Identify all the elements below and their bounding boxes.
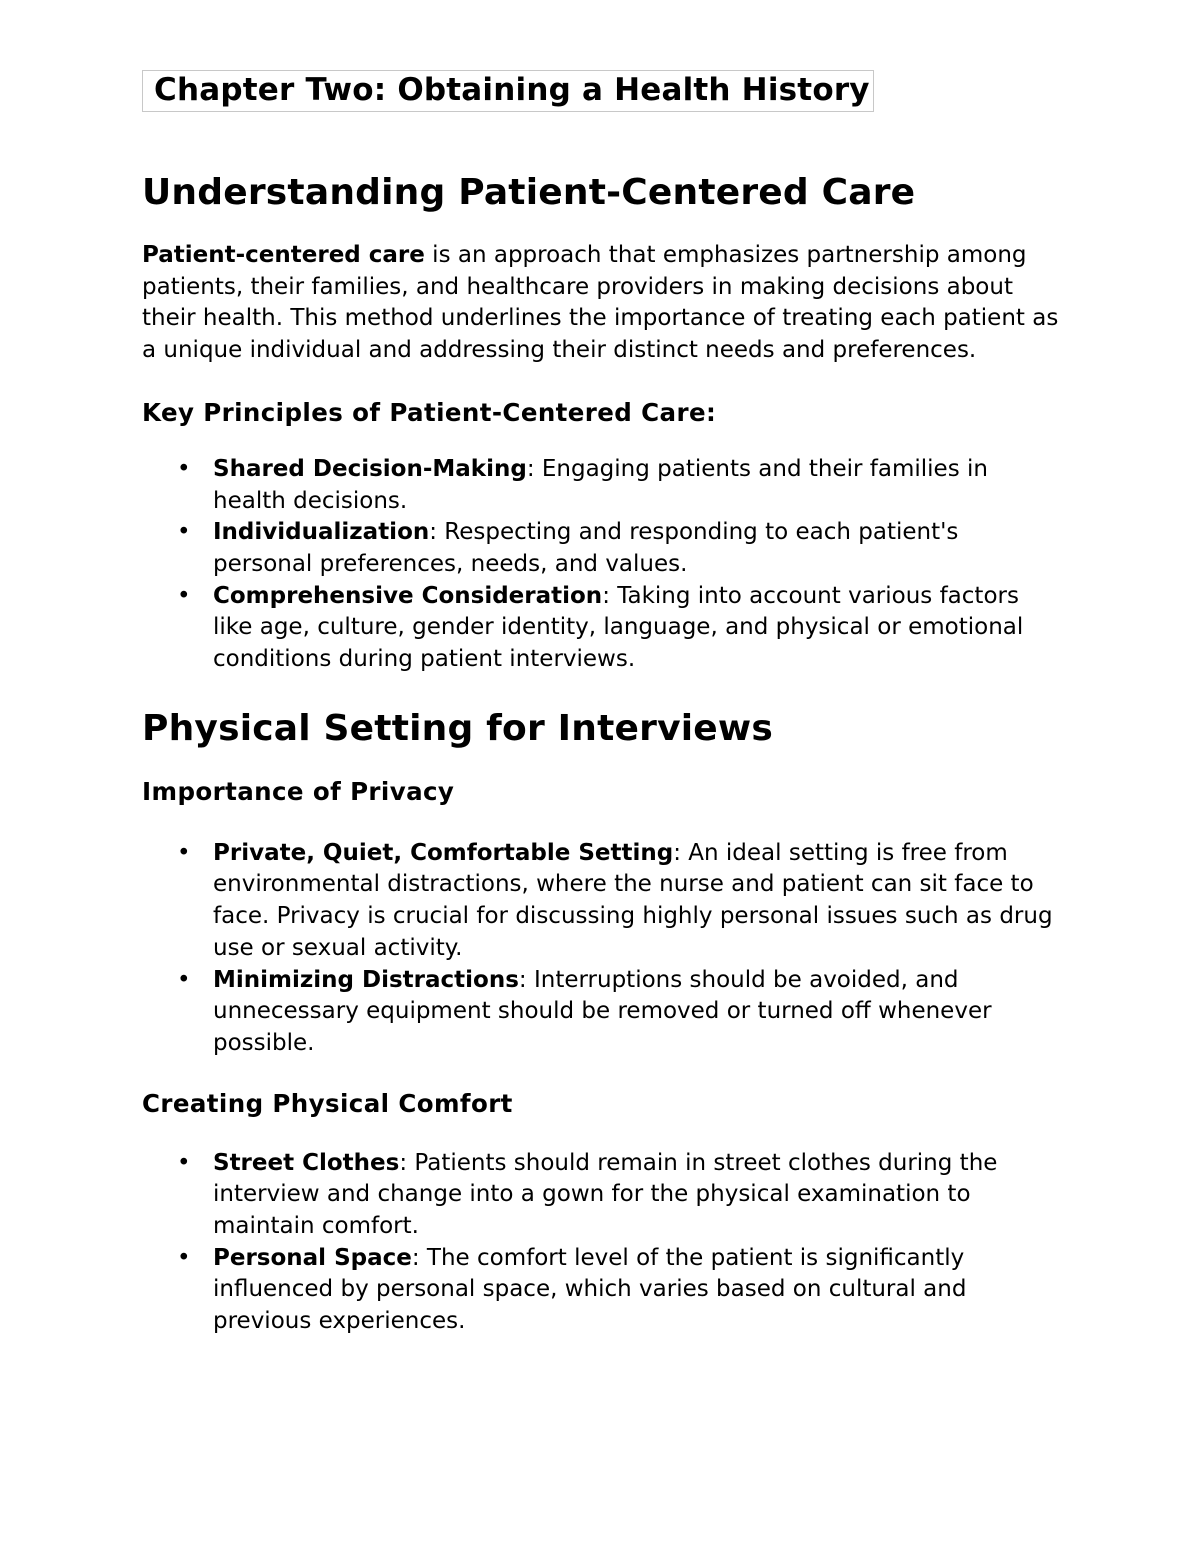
list-item	[142, 1148, 1062, 1243]
list-item	[142, 965, 1062, 1060]
key-principles-list	[142, 454, 1062, 676]
list-item-text: : Taking into account various factors like age, culture, gender identity, language, and physical or emotional conditions during patient interviews.	[213, 582, 1024, 673]
bullet-icon: •	[177, 1149, 191, 1176]
subheading-creating-physical-comfort: Creating Physical Comfort	[142, 1088, 513, 1118]
list-item-text: : Patients should remain in street clothes during the interview and change into a gown for the physical examination to maintain comfort.	[213, 1149, 998, 1240]
subheading-key-principles: Key Principles of Patient-Centered Care:	[142, 397, 717, 427]
bullet-icon: •	[177, 1244, 191, 1271]
list-item	[142, 517, 1062, 580]
list-item-term: Shared Decision-Making	[213, 455, 527, 482]
list-item-term: Street Clothes	[213, 1149, 400, 1176]
list-item-text: : The comfort level of the patient is significantly influenced by personal space, which varies based on cultural and previous experiences.	[213, 1244, 967, 1335]
bullet-icon: •	[177, 519, 191, 546]
chapter-title: Chapter Two: Obtaining a Health History	[142, 70, 874, 112]
list-item-text: : Interruptions should be avoided, and unnecessary equipment should be removed or turned off whenever possible.	[213, 966, 992, 1056]
list-item-term: Minimizing Distractions	[213, 966, 519, 993]
list-item-term: Private, Quiet, Comfortable Setting	[213, 839, 674, 866]
intro-paragraph	[142, 240, 1062, 367]
list-item-term: Personal Space	[213, 1244, 412, 1271]
list-item	[142, 838, 1062, 965]
subheading-importance-of-privacy: Importance of Privacy	[142, 776, 455, 806]
list-item-text: : Respecting and responding to each patient's personal preferences, needs, and values.	[213, 519, 959, 577]
list-item	[142, 581, 1062, 676]
section-heading-physical-setting: Physical Setting for Interviews	[142, 707, 773, 749]
list-item	[142, 454, 1062, 517]
comfort-list	[142, 1148, 1062, 1338]
bullet-icon: •	[177, 966, 191, 993]
list-item	[142, 1243, 1062, 1338]
section-heading-patient-centered-care: Understanding Patient-Centered Care	[142, 172, 916, 213]
list-item-term: Comprehensive Consideration	[213, 582, 603, 609]
list-item-term: Individualization	[213, 519, 430, 546]
list-item-text: : Engaging patients and their families in health decisions.	[213, 455, 988, 514]
bullet-icon: •	[177, 582, 191, 609]
intro-term: Patient-centered care	[142, 242, 425, 268]
intro-text: is an approach that emphasizes partnership among patients, their families, and healthcare providers in making decisions about their health. This method underlines the importance of treating each patient as a unique individual and addressing their distinct needs and preferences.	[142, 242, 1059, 364]
list-item-text: : An ideal setting is free from environmental distractions, where the nurse and patient can sit face to face. Privacy is crucial for discussing highly personal issues such as drug use or sexual activity.	[213, 839, 1053, 961]
document-page	[142, 70, 1062, 1338]
privacy-list	[142, 838, 1062, 1060]
bullet-icon: •	[177, 839, 191, 866]
bullet-icon: •	[177, 455, 191, 482]
